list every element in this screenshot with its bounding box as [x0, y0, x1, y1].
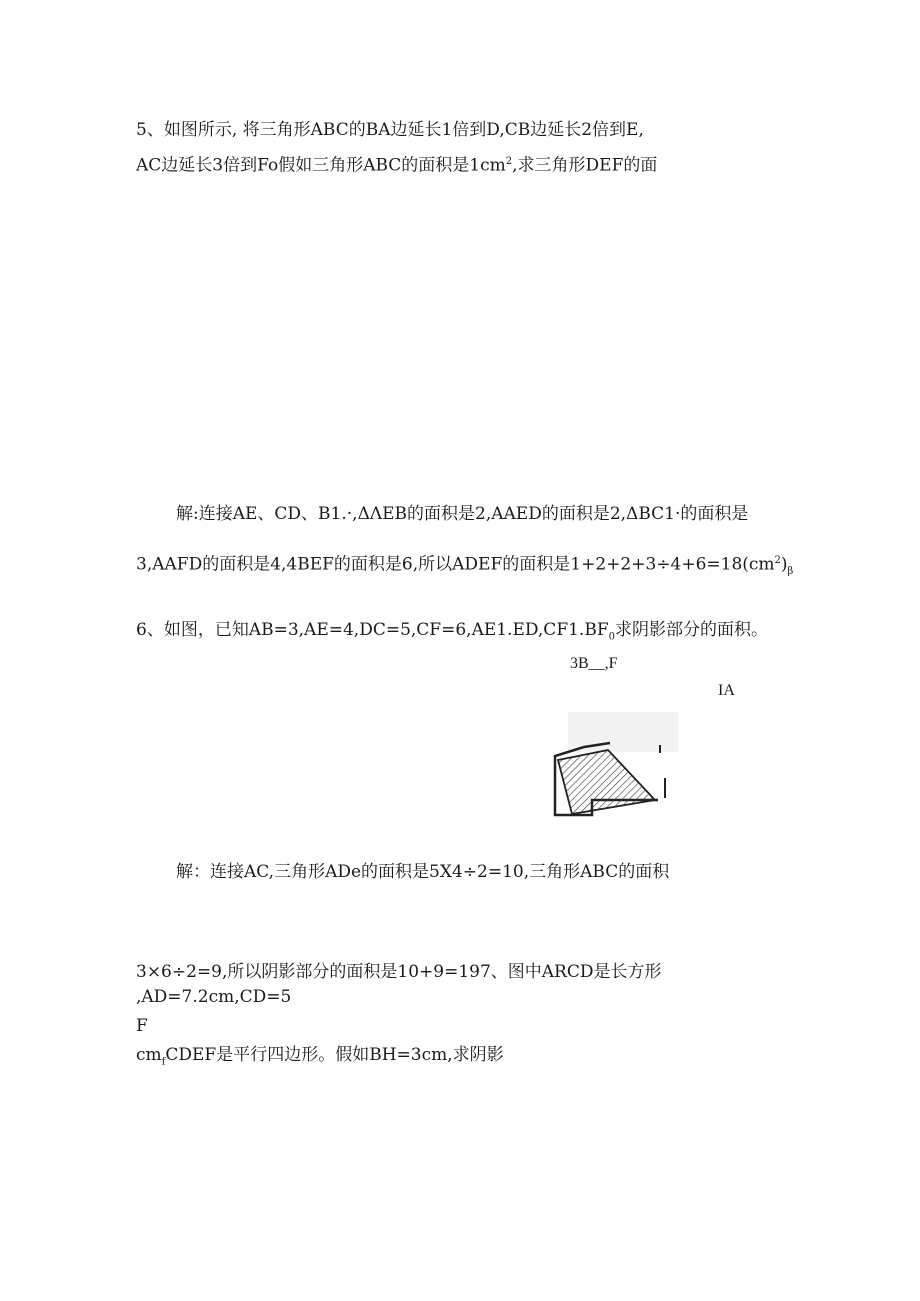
shaded-area-figure — [540, 690, 700, 820]
solution6-line2: 3×6÷2=9,所以阴影部分的面积是10+9=197、图中ARCD是长方形 — [136, 962, 662, 982]
solution5-line2: 3,AAFD的面积是4,4BEF的面积是6,所以ADEF的面积是$1+2+2+3\div 4+6=18(cm^2)_\beta$ — [136, 554, 794, 578]
problem6-line: 6、如图，已知$AB=3,AE=4,DC=5,CF=6,AE1.ED,CF1.BF_0$求阴影部分的面积。 — [136, 620, 768, 643]
solution6-line5: $cm_fCDEF$是平行四边形。假如BH=3cm,求阴影 — [136, 1045, 504, 1068]
solution5-line1: 解:连接AE、CD、B1.·,ΔΛEB的面积是2,AAED的面积是2,ΔBC1·的面积是 — [176, 504, 749, 524]
problem5-line1: 5、如图所示, 将三角形ABC的BA边延长1倍到D,CB边延长2倍到E, — [136, 120, 644, 140]
figure6-label-right: IA — [718, 682, 735, 699]
solution6-line4: F — [136, 1016, 148, 1036]
shaded-region — [558, 750, 655, 814]
problem5-line2: AC边延长3倍到Fo假如三角形ABC的面积是$1cm^2$,求三角形DEF的面 — [136, 155, 658, 176]
solution6-line3: ,AD=7.2cm,CD=5 — [136, 987, 292, 1007]
solution6-line1: 解：连接AC,三角形ADe的面积是5X4÷2=10,三角形ABC的面积 — [176, 862, 670, 882]
figure6-label-top: 3B__,F — [570, 655, 618, 672]
